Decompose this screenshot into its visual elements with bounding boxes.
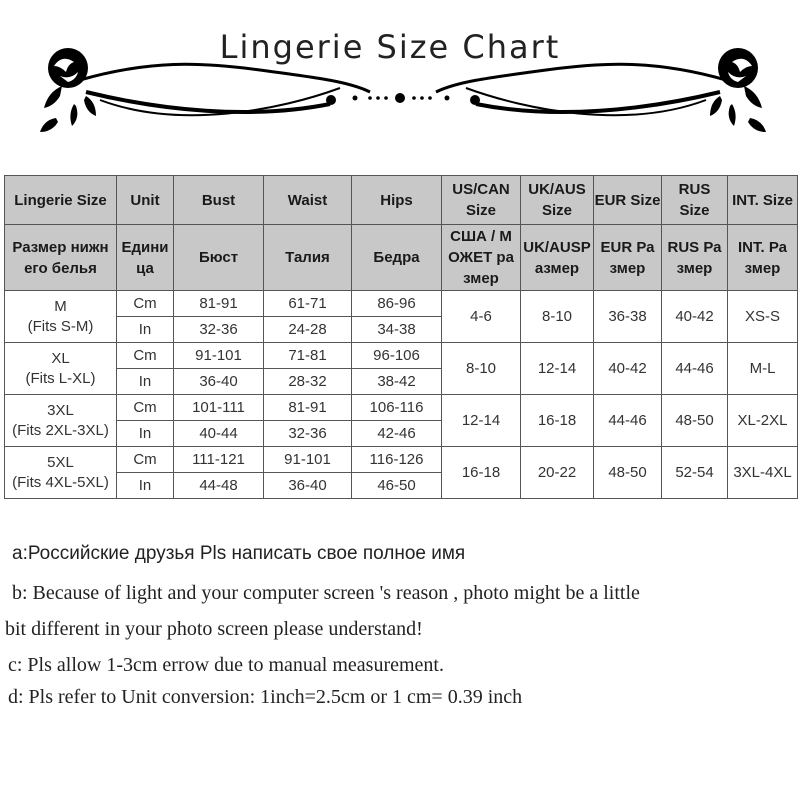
table-row bbox=[5, 343, 798, 369]
int-size-cell: 3XL-4XL bbox=[728, 447, 798, 499]
unit-cell: Cm bbox=[117, 447, 174, 473]
rus-size-cell: 52-54 bbox=[662, 447, 728, 499]
size-name: M bbox=[54, 297, 67, 315]
size-fits: (Fits S-M) bbox=[27, 317, 94, 335]
column-header: RUS Ра змер bbox=[662, 225, 728, 291]
table-row bbox=[5, 395, 798, 421]
bust-cell: 32-36 bbox=[174, 317, 264, 343]
column-header: Талия bbox=[264, 225, 352, 291]
column-header: EUR Ра змер bbox=[594, 225, 662, 291]
waist-cell: 81-91 bbox=[264, 395, 352, 421]
eur-size-cell: 48-50 bbox=[594, 447, 662, 499]
us-size-cell: 16-18 bbox=[442, 447, 521, 499]
note-d: d: Pls refer to Unit conversion: 1inch=2.5cm or 1 cm= 0.39 inch bbox=[8, 686, 523, 708]
column-header: Бюст bbox=[174, 225, 264, 291]
hips-cell: 38-42 bbox=[352, 369, 442, 395]
size-label-cell bbox=[5, 447, 117, 499]
eur-size-cell: 40-42 bbox=[594, 343, 662, 395]
int-size-cell: XL-2XL bbox=[728, 395, 798, 447]
page-title: Lingerie Size Chart bbox=[219, 28, 561, 66]
size-label-cell bbox=[5, 291, 117, 343]
column-header: RUS Size bbox=[662, 176, 728, 225]
size-fits: (Fits 4XL-5XL) bbox=[12, 473, 109, 491]
column-header: Lingerie Size bbox=[5, 176, 117, 225]
column-header: INT. Ра змер bbox=[728, 225, 798, 291]
size-name: 5XL bbox=[47, 453, 74, 471]
bust-cell: 81-91 bbox=[174, 291, 264, 317]
size-fits: (Fits 2XL-3XL) bbox=[12, 421, 109, 439]
size-label-cell bbox=[5, 395, 117, 447]
unit-cell: Cm bbox=[117, 395, 174, 421]
note-c: c: Pls allow 1-3cm errow due to manual measurement. bbox=[8, 654, 444, 676]
uk-size-cell: 20-22 bbox=[521, 447, 594, 499]
hips-cell: 42-46 bbox=[352, 421, 442, 447]
hips-cell: 106-116 bbox=[352, 395, 442, 421]
us-size-cell: 4-6 bbox=[442, 291, 521, 343]
unit-cell: In bbox=[117, 421, 174, 447]
us-size-cell: 12-14 bbox=[442, 395, 521, 447]
int-size-cell: XS-S bbox=[728, 291, 798, 343]
title-banner bbox=[0, 0, 800, 160]
rus-size-cell: 40-42 bbox=[662, 291, 728, 343]
eur-size-cell: 44-46 bbox=[594, 395, 662, 447]
column-header: INT. Size bbox=[728, 176, 798, 225]
hips-cell: 116-126 bbox=[352, 447, 442, 473]
bust-cell: 36-40 bbox=[174, 369, 264, 395]
waist-cell: 32-36 bbox=[264, 421, 352, 447]
column-header: UK/AUSP азмер bbox=[521, 225, 594, 291]
bust-cell: 101-111 bbox=[174, 395, 264, 421]
bust-cell: 44-48 bbox=[174, 473, 264, 499]
uk-size-cell: 16-18 bbox=[521, 395, 594, 447]
column-header: Hips bbox=[352, 176, 442, 225]
column-header: Unit bbox=[117, 176, 174, 225]
hips-cell: 86-96 bbox=[352, 291, 442, 317]
uk-size-cell: 12-14 bbox=[521, 343, 594, 395]
waist-cell: 61-71 bbox=[264, 291, 352, 317]
note-a: a:Российские друзья Pls написать свое полное имя bbox=[12, 543, 466, 564]
hips-cell: 34-38 bbox=[352, 317, 442, 343]
note-b-line2: bit different in your photo screen please understand! bbox=[5, 618, 423, 640]
column-header: Бедра bbox=[352, 225, 442, 291]
unit-cell: In bbox=[117, 369, 174, 395]
eur-size-cell: 36-38 bbox=[594, 291, 662, 343]
unit-cell: In bbox=[117, 473, 174, 499]
column-header: США / М ОЖЕТ ра змер bbox=[442, 225, 521, 291]
column-header: Bust bbox=[174, 176, 264, 225]
size-name: XL bbox=[51, 349, 70, 367]
hips-cell: 96-106 bbox=[352, 343, 442, 369]
waist-cell: 36-40 bbox=[264, 473, 352, 499]
note-b-line1: b: Because of light and your computer screen 's reason , photo might be a little bbox=[12, 582, 640, 604]
column-header: Waist bbox=[264, 176, 352, 225]
rus-size-cell: 44-46 bbox=[662, 343, 728, 395]
us-size-cell: 8-10 bbox=[442, 343, 521, 395]
waist-cell: 71-81 bbox=[264, 343, 352, 369]
waist-cell: 91-101 bbox=[264, 447, 352, 473]
table-row bbox=[5, 291, 798, 317]
size-label-cell bbox=[5, 343, 117, 395]
header-row-ru bbox=[5, 225, 798, 291]
unit-cell: In bbox=[117, 317, 174, 343]
waist-cell: 24-28 bbox=[264, 317, 352, 343]
uk-size-cell: 8-10 bbox=[521, 291, 594, 343]
column-header: UK/AUS Size bbox=[521, 176, 594, 225]
unit-cell: Cm bbox=[117, 291, 174, 317]
size-name: 3XL bbox=[47, 401, 74, 419]
table-row bbox=[5, 447, 798, 473]
bust-cell: 91-101 bbox=[174, 343, 264, 369]
hips-cell: 46-50 bbox=[352, 473, 442, 499]
bust-cell: 40-44 bbox=[174, 421, 264, 447]
unit-cell: Cm bbox=[117, 343, 174, 369]
header-row-en bbox=[5, 176, 798, 225]
int-size-cell: M-L bbox=[728, 343, 798, 395]
column-header: EUR Size bbox=[594, 176, 662, 225]
bust-cell: 111-121 bbox=[174, 447, 264, 473]
size-chart-table bbox=[4, 175, 798, 499]
column-header: US/CAN Size bbox=[442, 176, 521, 225]
size-fits: (Fits L-XL) bbox=[25, 369, 96, 387]
waist-cell: 28-32 bbox=[264, 369, 352, 395]
swirl-ornament bbox=[0, 0, 800, 160]
rus-size-cell: 48-50 bbox=[662, 395, 728, 447]
column-header: Размер нижн его белья bbox=[5, 225, 117, 291]
column-header: Едини ца bbox=[117, 225, 174, 291]
